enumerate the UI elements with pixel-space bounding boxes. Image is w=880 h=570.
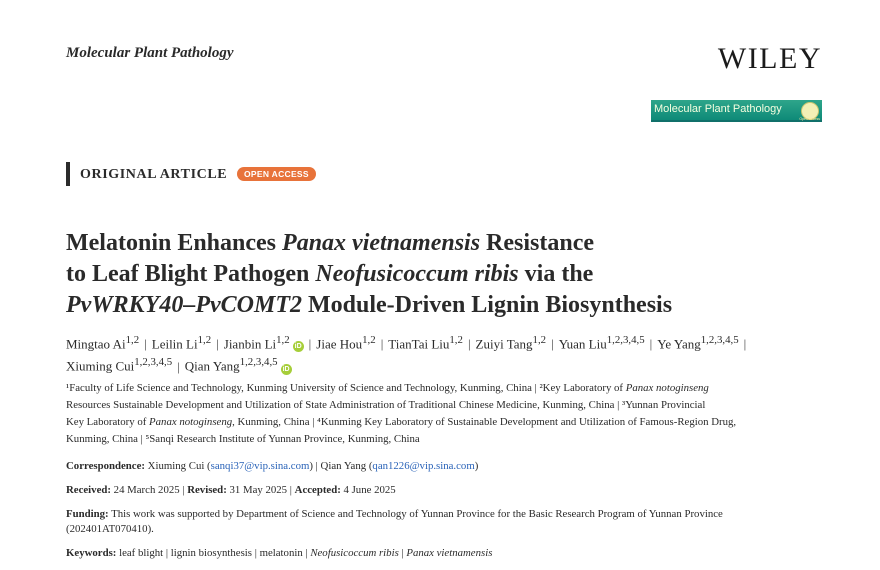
author-affiliation-sup: 1,2	[362, 334, 376, 346]
authors-line-1	[66, 331, 836, 353]
author-separator: |	[216, 336, 219, 352]
email-link-cui[interactable]: sanqi37@vip.sina.com	[210, 460, 310, 472]
title-line-3: PvWRKY40–PvCOMT2 Module-Driven Lignin Biosynthesis	[66, 292, 673, 318]
correspondence: Correspondence: Xiuming Cui (sanqi37@vip.sina.com) | Qian Yang (qan1226@vip.sina.com)	[66, 460, 479, 472]
author-affiliation-sup: 1,2	[197, 334, 212, 346]
author-name[interactable]: Qian Yang	[184, 358, 240, 374]
author-affiliation-sup: 1,2	[449, 334, 463, 346]
author-name[interactable]: Ye Yang	[657, 336, 701, 352]
email-link-yang[interactable]: qan1226@vip.sina.com	[372, 460, 475, 472]
keywords: Keywords: leaf blight | lignin biosynthesis | melatonin | Neofusicoccum ribis | Panax vietnamensis	[66, 547, 493, 559]
title-line-1: Melatonin Enhances Panax vietnamensis Resistance	[66, 230, 595, 256]
author-affiliation-sup: 1,2,3,4,5	[239, 356, 278, 369]
author-separator: |	[649, 336, 653, 352]
author-name[interactable]: TianTai Liu	[388, 336, 450, 352]
author-affiliation-sup: 1,2,3,4,5	[700, 334, 739, 346]
author-separator: |	[144, 336, 147, 352]
author-affiliation-sup: 1,2	[125, 334, 140, 346]
affiliation-line-1: ¹Faculty of Life Science and Technology, Kunming University of Science and Technology, Kunming, China | ²Key Laboratory of Panax notoginseng	[66, 382, 709, 394]
banner-sub: Open Access	[799, 117, 820, 121]
affiliations	[66, 380, 826, 448]
author-name[interactable]: Xiuming Cui	[66, 358, 135, 374]
authors-line-2	[66, 353, 836, 375]
author-name[interactable]: Jiae Hou	[316, 336, 363, 352]
author-name[interactable]: Zuiyi Tang	[475, 336, 533, 352]
orcid-icon[interactable]: iD	[294, 343, 302, 351]
title-line-2: to Leaf Blight Pathogen Neofusicoccum ribis via the	[66, 261, 594, 287]
banner-title: Molecular Plant Pathology	[654, 103, 782, 115]
author-name[interactable]: Mingtao Ai	[66, 336, 126, 352]
article-type-bar	[66, 162, 70, 186]
funding: Funding: This work was supported by Department of Science and Technology of Yunnan Province for the Basic Research Program of Yunnan Province (202401AT070410).	[66, 508, 723, 535]
author-name[interactable]: Leilin Li	[151, 336, 198, 352]
correspondence-label: Correspondence:	[66, 460, 145, 472]
author-separator: |	[551, 336, 554, 352]
author-name[interactable]: Jianbin Li	[223, 336, 277, 352]
author-affiliation-sup: 1,2,3,4,5	[606, 334, 645, 346]
orcid-icon[interactable]: iD	[282, 365, 290, 373]
journal-banner[interactable]	[651, 100, 822, 122]
article-dates: Received: 24 March 2025 | Revised: 31 May 2025 | Accepted: 4 June 2025	[66, 484, 396, 496]
journal-name: Molecular Plant Pathology	[66, 45, 234, 61]
author-separator: |	[743, 336, 747, 352]
author-affiliation-sup: 1,2	[276, 334, 290, 346]
author-affiliation-sup: 1,2	[532, 334, 547, 346]
affiliation-line-4: Kunming, China | ⁵Sanqi Research Institute of Yunnan Province, Kunming, China	[66, 433, 420, 445]
article-title	[66, 228, 846, 321]
author-affiliation-sup: 1,2,3,4,5	[134, 356, 173, 369]
author-name[interactable]: Yuan Liu	[558, 336, 607, 352]
open-access-badge: OPEN ACCESS	[237, 167, 316, 181]
affiliation-line-3: Key Laboratory of Panax notoginseng, Kunming, China | ⁴Kunming Key Laboratory of Sustainable Development and Utilization of Famous-Region Drug,	[66, 416, 737, 428]
article-type: ORIGINAL ARTICLE	[80, 167, 228, 182]
author-separator: |	[177, 358, 180, 374]
author-separator: |	[308, 336, 312, 352]
affiliation-line-2: Resources Sustainable Development and Utilization of State Administration of Traditional Chinese Medicine, Kunming, China | ³Yunnan Provincial	[66, 399, 706, 411]
author-list	[66, 331, 836, 376]
publisher-logo[interactable]: WILEY	[717, 42, 822, 75]
author-separator: |	[380, 336, 384, 352]
author-separator: |	[467, 336, 471, 352]
